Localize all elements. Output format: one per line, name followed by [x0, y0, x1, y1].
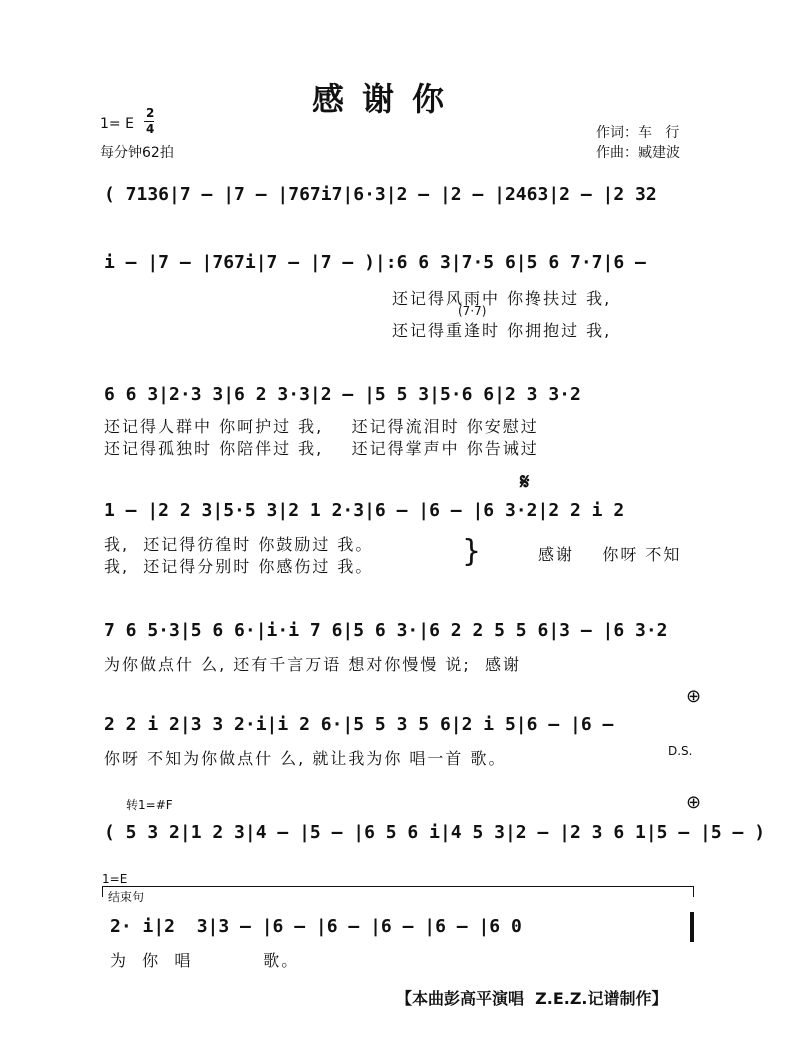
lyric-line-2b: 还记得重逢时 你拥抱过 我,: [392, 321, 612, 340]
time-signature-bottom: 4: [146, 122, 155, 136]
notation-line-8: 2· i|2 3|3 — |6 — |6 — |6 — |6 — |6 0: [110, 916, 522, 937]
coda-sign-1: ⊕: [686, 686, 702, 707]
ending-bracket: [102, 886, 694, 897]
credit-footer: 【本曲彭高平演唱 Z.E.Z.记谱制作】: [396, 989, 668, 1008]
coda-sign-2: ⊕: [686, 792, 702, 813]
modulation-marking: 转1=#F: [126, 798, 173, 812]
time-signature-top: 2: [146, 106, 155, 120]
notation-line-4: 1 — |2 2 3|5·5 3|2 1 2·3|6 — |6 — |6 3·2|2 2 i 2: [104, 500, 625, 521]
lyric-line-4b: 我, 还记得分别时 你感伤过 我。: [104, 557, 374, 576]
key-change-marking: 1=E: [102, 872, 128, 886]
lyricist: 作词：车 行: [596, 125, 680, 141]
composer: 作曲：臧建波: [596, 145, 680, 161]
notation-line-6: 2 2 i 2|3 3 2·i|i 2 6·|5 5 3 5 6|2 i 5|6 — |6 —: [104, 714, 614, 735]
variant-note: (7·7): [458, 304, 487, 318]
lyric-brace: }: [462, 534, 482, 569]
segno-sign: 𝄋: [520, 470, 530, 495]
lyric-line-3a: 还记得人群中 你呵护过 我, 还记得流泪时 你安慰过: [104, 417, 539, 436]
dal-segno: D.S.: [668, 744, 693, 758]
lyric-line-6: 你呀 不知为你做点什 么, 就让我为你 唱一首 歌。: [104, 749, 507, 768]
key-signature: 1= E: [100, 116, 134, 132]
notation-line-5: 7 6 5·3|5 6 6·|i·i 7 6|5 6 3·|6 2 2 5 5 6|3 — |6 3·2: [104, 620, 668, 641]
chorus-lyric-start: 感谢 你呀 不知: [538, 545, 682, 564]
lyric-line-2a: 还记得风雨中 你搀扶过 我,: [392, 289, 612, 308]
notation-line-3: 6 6 3|2·3 3|6 2 3·3|2 — |5 5 3|5·6 6|2 3 3·2: [104, 384, 581, 405]
notation-line-1: ( 7136|7 — |7 — |767i7|6·3|2 — |2 — |2463|2 — |2 32: [104, 184, 657, 205]
final-barline: [690, 912, 694, 942]
ending-label: 结束句: [108, 890, 145, 904]
tempo-marking: 每分钟62拍: [100, 145, 174, 161]
lyric-line-4a: 我, 还记得彷徨时 你鼓励过 我。: [104, 535, 374, 554]
lyric-line-5: 为你做点什 么, 还有千言万语 想对你慢慢 说; 感谢: [104, 655, 521, 674]
notation-line-2: i — |7 — |767i|7 — |7 — )|:6 6 3|7·5 6|5 6 7·7|6 —: [104, 252, 646, 273]
song-title: 感谢你: [312, 80, 463, 118]
lyric-line-3b: 还记得孤独时 你陪伴过 我, 还记得掌声中 你告诫过: [104, 439, 539, 458]
notation-line-7: ( 5 3 2|1 2 3|4 — |5 — |6 5 6 i|4 5 3|2 — |2 3 6 1|5 — |5 — ): [104, 822, 766, 843]
lyric-line-8: 为 你 唱 歌。: [110, 951, 300, 970]
